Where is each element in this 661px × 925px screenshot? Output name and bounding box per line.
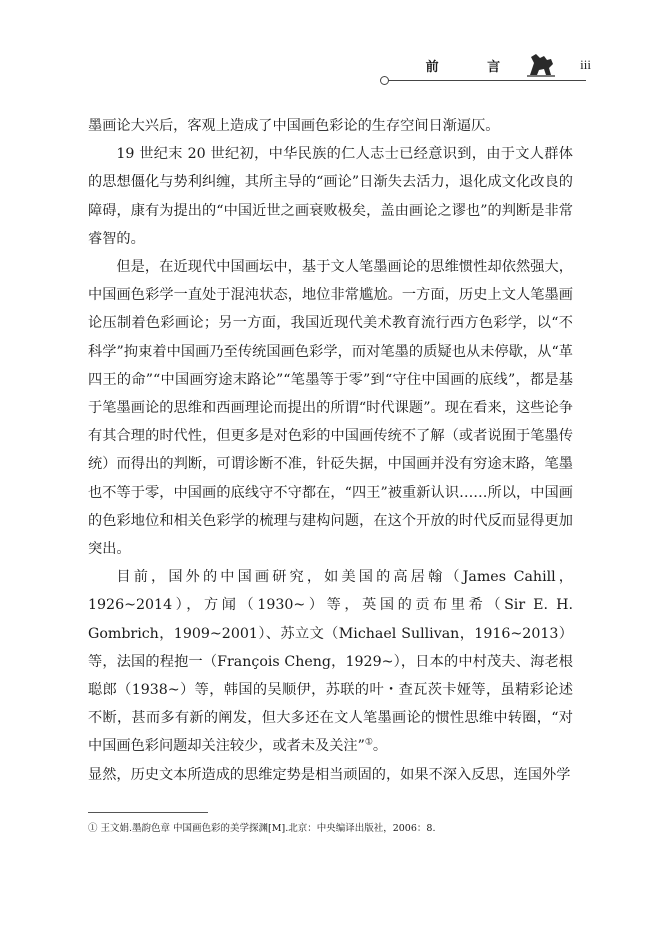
paragraph-text: 目前，国外的中国画研究，如美国的高居翰（James Cahill，1926~2014），方闻（1930~）等，英国的贡布里希（Sir E. H. Gombrich，1909~2001）、苏立文（Michael Sullivan，1916~2013）等，法国的程抱一（François Cheng，1929~），日本的中村茂夫、海老根聪郎（1938~）等，韩国的吴顺伊，苏联的叶・查瓦茨卡娅等，虽精彩论述不断，甚而多有新的阐发，但大多还在文人笔墨画论的惯性思维中转圈，“对中国画色彩问题却关注较少，或者未及关注” bbox=[88, 569, 573, 755]
paragraph: 19 世纪末 20 世纪初，中华民族的仁人志士已经意识到，由于文人群体的思想僵化与势利纠缠，其所主导的“画论”日渐失去活力，退化成文化改良的障碍，康有为提出的“中国近世之画衰败极矣，盖由画论之谬也”的判断是非常睿智的。 bbox=[88, 146, 573, 247]
header-rule bbox=[386, 80, 586, 81]
body-text bbox=[88, 112, 573, 789]
publisher-logo-icon bbox=[524, 48, 558, 80]
page-number: iii bbox=[580, 57, 591, 72]
paragraph: 目前，国外的中国画研究，如美国的高居翰（James Cahill，1926~2014），方闻（1930~）等，英国的贡布里希（Sir E. H. Gombrich，1909~2001）、苏立文（Michael Sullivan，1916~2013）等，法国的程抱一（François Cheng，1929~），日本的中村茂夫、海老根聪郎（1938~）等，韩国的吴顺伊，苏联的叶・查瓦茨卡娅等，虽精彩论述不断，甚而多有新的阐发，但大多还在文人笔墨画论的惯性思维中转圈，“对中国画色彩问题却关注较少，或者未及关注”①。 bbox=[88, 569, 573, 755]
paragraph-continued: 显然，历史文本所造成的思维定势是相当顽固的，如果不深入反思，连国外学 bbox=[88, 766, 571, 783]
footnote-rule bbox=[88, 812, 208, 813]
footnote-reference[interactable]: ① bbox=[364, 737, 373, 748]
header-rule-dot bbox=[380, 76, 389, 85]
footnote: ① 王文娟.墨韵色章 中国画色彩的美学探渊[M].北京：中央编译出版社，2006：8. bbox=[88, 823, 436, 834]
running-header bbox=[426, 50, 591, 80]
paragraph-continued: 墨画论大兴后，客观上造成了中国画色彩论的生存空间日渐逼仄。 bbox=[88, 118, 500, 134]
section-title: 前 言 bbox=[425, 59, 523, 75]
paragraph: 但是，在近现代中国画坛中，基于文人笔墨画论的思维惯性却依然强大，中国画色彩学一直处于混沌状态，地位非常尴尬。一方面，历史上文人笔墨画论压制着色彩画论；另一方面，我国近现代美术教育流行西方色彩学，以“不科学”拘束着中国画乃至传统国画色彩学，而对笔墨的质疑也从未停歇，从“革四王的命”“中国画穷途末路论”“笔墨等于零”到“守住中国画的底线”，都是基于笔墨画论的思维和西画理论而提出的所谓“时代课题”。现在看来，这些论争有其合理的时代性，但更多是对色彩的中国画传统不了解（或者说囿于笔墨传统）而得出的判断，可谓诊断不准，针砭失据，中国画并没有穷途末路，笔墨也不等于零，中国画的底线守不守都在，“四王”被重新认识……所以，中国画的色彩地位和相关色彩学的梳理与建构问题，在这个开放的时代反而显得更加突出。 bbox=[88, 259, 573, 558]
